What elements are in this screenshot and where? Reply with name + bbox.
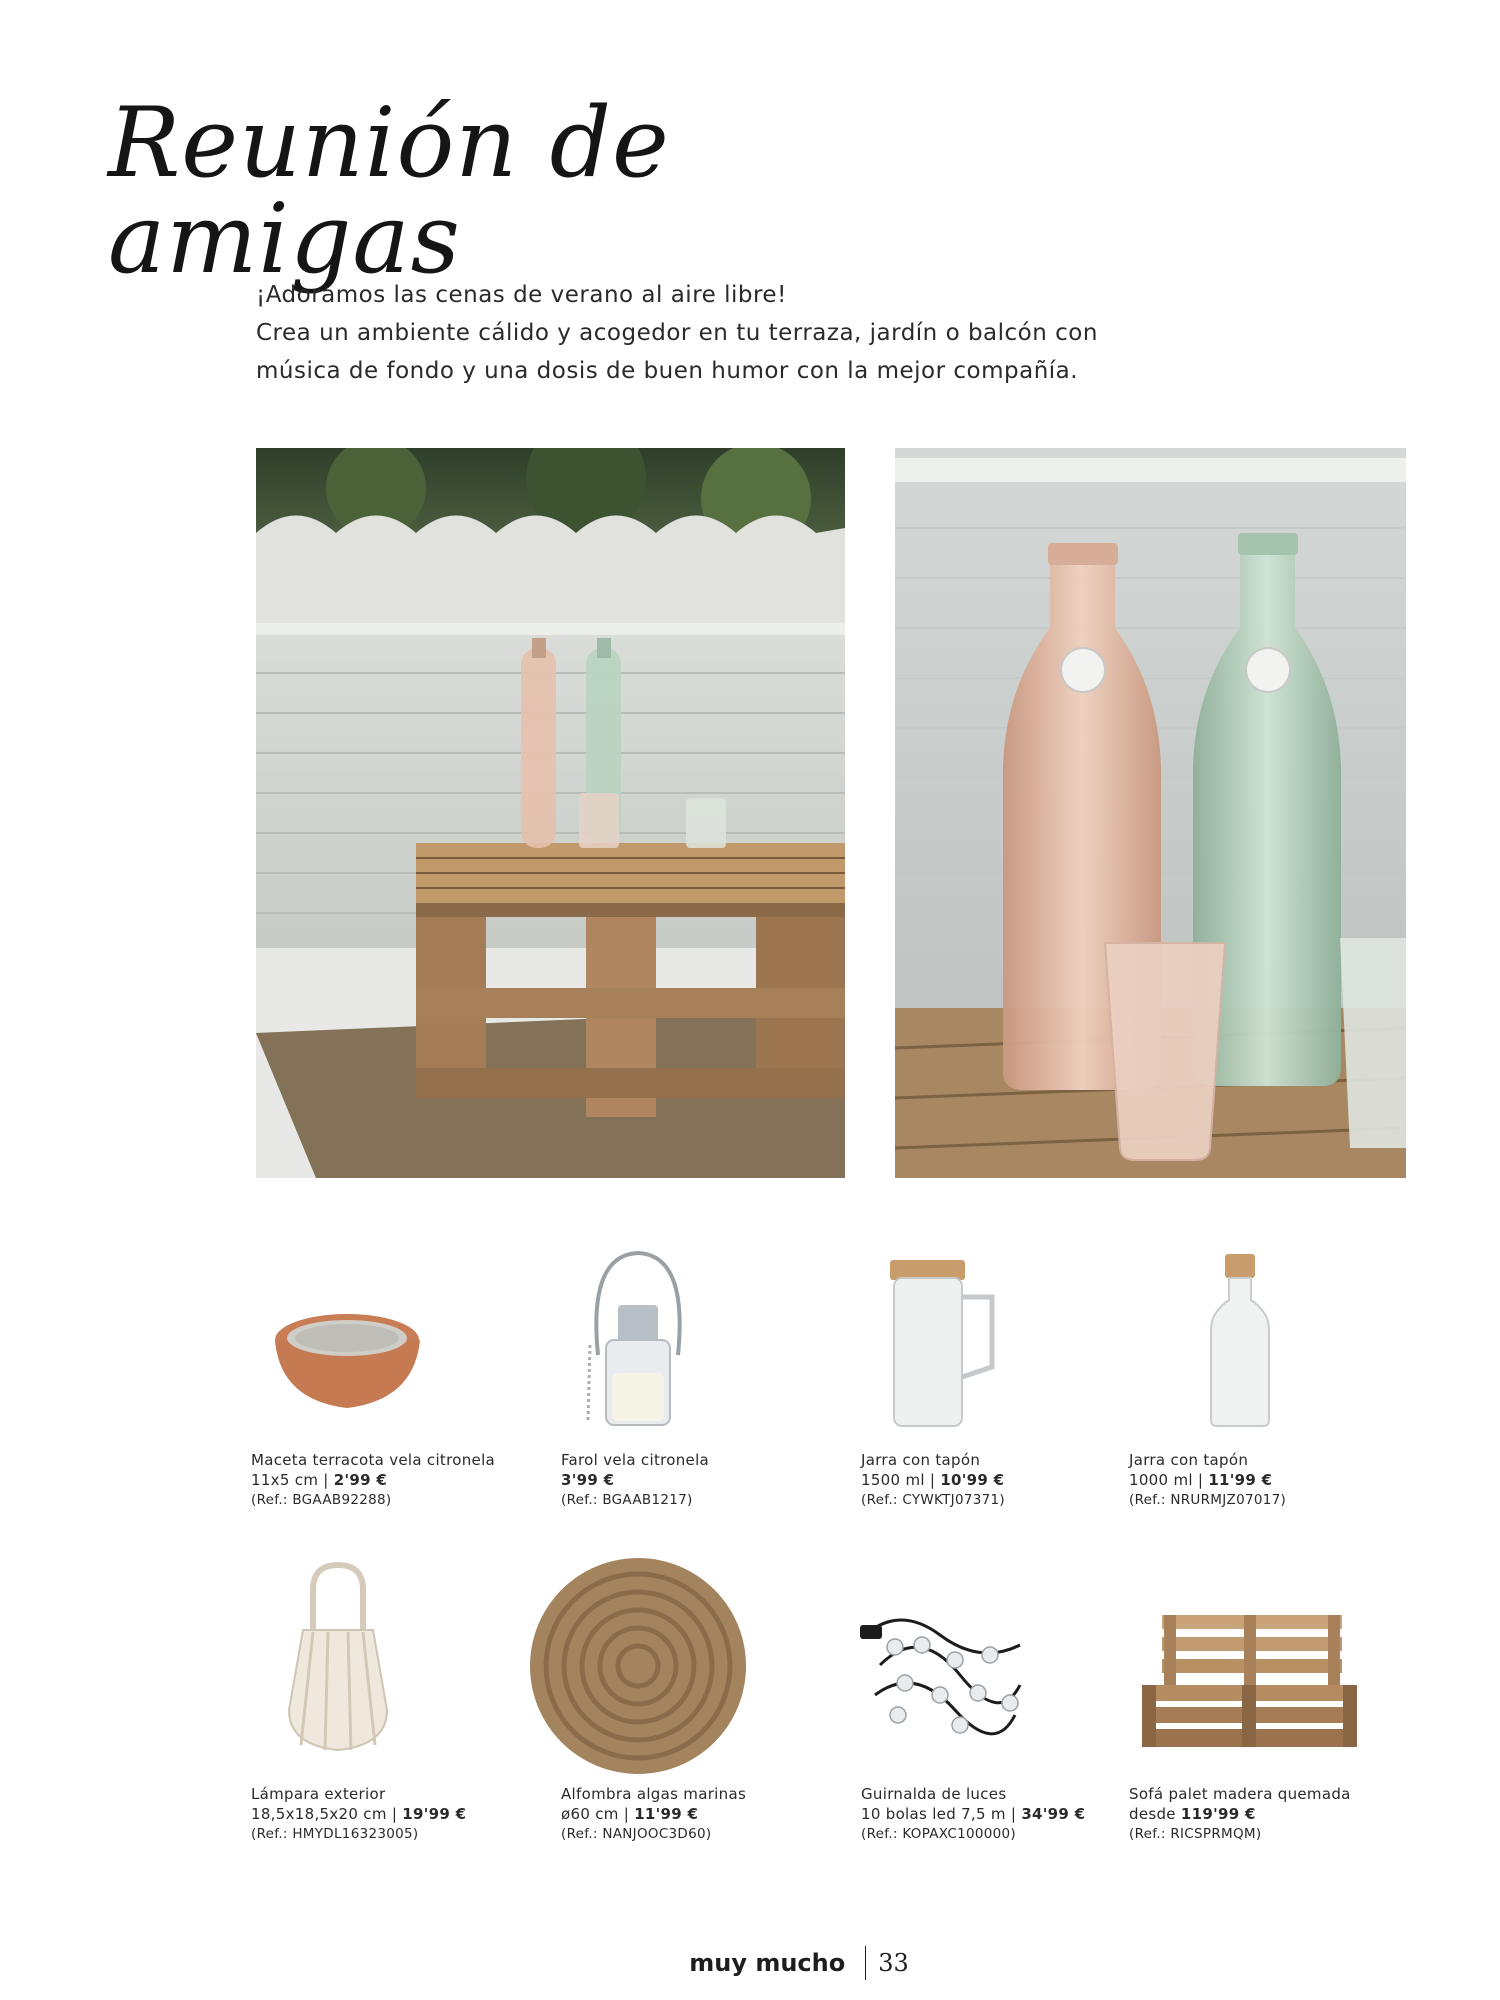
product-caption <box>861 1450 1131 1510</box>
product-price: 3'99 € <box>561 1471 615 1489</box>
product-caption <box>1129 1450 1399 1510</box>
product-price: 119'99 € <box>1180 1805 1256 1823</box>
seagrass-rug-icon <box>528 1556 748 1776</box>
product-caption <box>861 1784 1131 1844</box>
product-name: Jarra con tapón <box>1129 1451 1249 1469</box>
intro-line: Crea un ambiente cálido y acogedor en tu terraza, jardín o balcón con <box>256 320 1098 346</box>
product-price: 2'99 € <box>333 1471 388 1489</box>
product-name: Lámpara exterior <box>251 1785 386 1803</box>
product-name: Alfombra algas marinas <box>561 1785 747 1803</box>
product-ref: (Ref.: KOPAXC100000) <box>861 1826 1016 1842</box>
product-caption <box>561 1784 831 1844</box>
product-price: 11'99 € <box>634 1805 699 1823</box>
product-caption <box>251 1784 521 1844</box>
product-ref: (Ref.: RICSPRMQM) <box>1129 1826 1262 1842</box>
product-ref: (Ref.: NANJOOC3D60) <box>561 1826 712 1842</box>
product-price: 11'99 € <box>1208 1471 1273 1489</box>
string-lights-icon <box>860 1585 1025 1750</box>
product-caption <box>561 1450 831 1510</box>
product-detail: 1500 ml | <box>861 1471 941 1489</box>
glass-bottles-photo <box>895 448 1406 1178</box>
brand-name: muy mucho <box>689 1949 846 1977</box>
intro-line: música de fondo y una dosis de buen humor con la mejor compañía. <box>256 358 1079 384</box>
product-caption <box>1129 1784 1399 1844</box>
page-footer <box>0 1943 1500 1983</box>
page-number: 33 <box>878 1949 909 1977</box>
glass-jug-icon <box>880 1252 1000 1432</box>
product-name: Maceta terracota vela citronela <box>251 1451 496 1469</box>
intro-line: ¡Adoramos las cenas de verano al aire libre! <box>256 282 787 308</box>
product-ref: (Ref.: BGAAB1217) <box>561 1492 693 1508</box>
product-name: Sofá palet madera quemada <box>1129 1785 1351 1803</box>
product-ref: (Ref.: NRURMJZ07017) <box>1129 1492 1287 1508</box>
intro-text <box>256 276 1236 390</box>
outdoor-lamp-icon <box>283 1560 393 1755</box>
product-ref: (Ref.: BGAAB92288) <box>251 1492 392 1508</box>
product-detail: 18,5x18,5x20 cm | <box>251 1805 403 1823</box>
product-detail: desde <box>1129 1805 1181 1823</box>
terracotta-citronella-candle-icon <box>270 1300 425 1420</box>
product-price: 10'99 € <box>940 1471 1005 1489</box>
citronella-lantern-icon <box>578 1245 698 1430</box>
product-price: 34'99 € <box>1021 1805 1086 1823</box>
glass-bottle-icon <box>1205 1250 1275 1430</box>
product-ref: (Ref.: HMYDL16323005) <box>251 1826 419 1842</box>
product-caption <box>251 1450 521 1510</box>
product-name: Farol vela citronela <box>561 1451 710 1469</box>
footer-divider <box>865 1946 866 1980</box>
product-detail: 11x5 cm | <box>251 1471 334 1489</box>
product-detail: 10 bolas led 7,5 m | <box>861 1805 1022 1823</box>
product-price: 19'99 € <box>402 1805 467 1823</box>
product-name: Jarra con tapón <box>861 1451 981 1469</box>
product-detail: 1000 ml | <box>1129 1471 1209 1489</box>
product-name: Guirnalda de luces <box>861 1785 1007 1803</box>
product-detail: ø60 cm | <box>561 1805 635 1823</box>
pallet-table-photo <box>256 448 845 1178</box>
product-ref: (Ref.: CYWKTJ07371) <box>861 1492 1005 1508</box>
page-title: Reunión de amigas <box>108 87 670 295</box>
pallet-sofa-icon <box>1142 1615 1357 1750</box>
